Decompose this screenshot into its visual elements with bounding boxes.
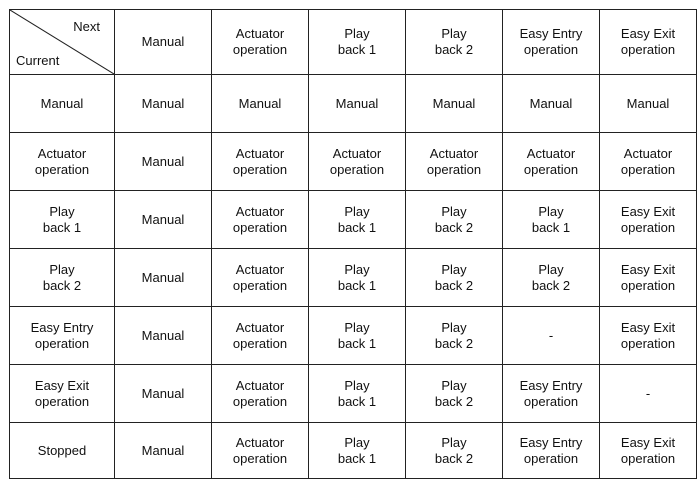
table-cell: Actuator operation bbox=[309, 133, 406, 191]
table-cell: Easy Exit operation bbox=[600, 191, 697, 249]
table-cell: - bbox=[600, 365, 697, 423]
table-row bbox=[10, 365, 697, 423]
table-cell: Manual bbox=[115, 75, 212, 133]
table-cell: Play back 2 bbox=[406, 307, 503, 365]
table-cell: Easy Exit operation bbox=[600, 423, 697, 479]
column-header: Easy Exit operation bbox=[600, 10, 697, 75]
table-row bbox=[10, 191, 697, 249]
table-cell: Actuator operation bbox=[212, 365, 309, 423]
table-row bbox=[10, 75, 697, 133]
table-cell: Easy Exit operation bbox=[600, 249, 697, 307]
row-header: Play back 2 bbox=[10, 249, 115, 307]
column-header: Actuator operation bbox=[212, 10, 309, 75]
table-cell: Actuator operation bbox=[212, 307, 309, 365]
corner-cell bbox=[10, 10, 115, 75]
row-header: Manual bbox=[10, 75, 115, 133]
table-cell: Play back 1 bbox=[309, 423, 406, 479]
table-cell: Play back 2 bbox=[406, 423, 503, 479]
table-cell: Actuator operation bbox=[212, 423, 309, 479]
row-header: Play back 1 bbox=[10, 191, 115, 249]
table-cell: Play back 1 bbox=[503, 191, 600, 249]
table-row bbox=[10, 423, 697, 479]
table-cell: Manual bbox=[115, 423, 212, 479]
table-cell: Play back 1 bbox=[309, 191, 406, 249]
column-header: Play back 2 bbox=[406, 10, 503, 75]
table-cell: Manual bbox=[212, 75, 309, 133]
table-cell: Play back 2 bbox=[503, 249, 600, 307]
table-cell: Actuator operation bbox=[600, 133, 697, 191]
table-row bbox=[10, 249, 697, 307]
row-header: Easy Entry operation bbox=[10, 307, 115, 365]
table-cell: Actuator operation bbox=[406, 133, 503, 191]
next-label: Next bbox=[73, 19, 100, 34]
table-cell: Actuator operation bbox=[503, 133, 600, 191]
table-cell: Play back 1 bbox=[309, 307, 406, 365]
table-cell: Actuator operation bbox=[212, 133, 309, 191]
table-cell: Manual bbox=[309, 75, 406, 133]
table-row bbox=[10, 133, 697, 191]
table-cell: Easy Exit operation bbox=[600, 307, 697, 365]
column-header: Easy Entry operation bbox=[503, 10, 600, 75]
table-cell: Manual bbox=[115, 365, 212, 423]
table-cell: Play back 2 bbox=[406, 191, 503, 249]
state-transition-table bbox=[9, 9, 697, 479]
header-row bbox=[10, 10, 697, 75]
table-cell: Manual bbox=[115, 307, 212, 365]
table-cell: Manual bbox=[115, 249, 212, 307]
table-cell: Manual bbox=[406, 75, 503, 133]
table-cell: - bbox=[503, 307, 600, 365]
table-cell: Manual bbox=[600, 75, 697, 133]
row-header: Stopped bbox=[10, 423, 115, 479]
table-cell: Manual bbox=[115, 191, 212, 249]
table-row bbox=[10, 307, 697, 365]
row-header: Actuator operation bbox=[10, 133, 115, 191]
table-cell: Play back 1 bbox=[309, 249, 406, 307]
column-header: Manual bbox=[115, 10, 212, 75]
table-cell: Play back 2 bbox=[406, 249, 503, 307]
table-cell: Easy Entry operation bbox=[503, 423, 600, 479]
table-cell: Actuator operation bbox=[212, 191, 309, 249]
row-header: Easy Exit operation bbox=[10, 365, 115, 423]
table-cell: Manual bbox=[115, 133, 212, 191]
column-header: Play back 1 bbox=[309, 10, 406, 75]
current-label: Current bbox=[16, 53, 60, 68]
table-cell: Play back 1 bbox=[309, 365, 406, 423]
table-cell: Manual bbox=[503, 75, 600, 133]
table-cell: Actuator operation bbox=[212, 249, 309, 307]
table-cell: Play back 2 bbox=[406, 365, 503, 423]
table-cell: Easy Entry operation bbox=[503, 365, 600, 423]
